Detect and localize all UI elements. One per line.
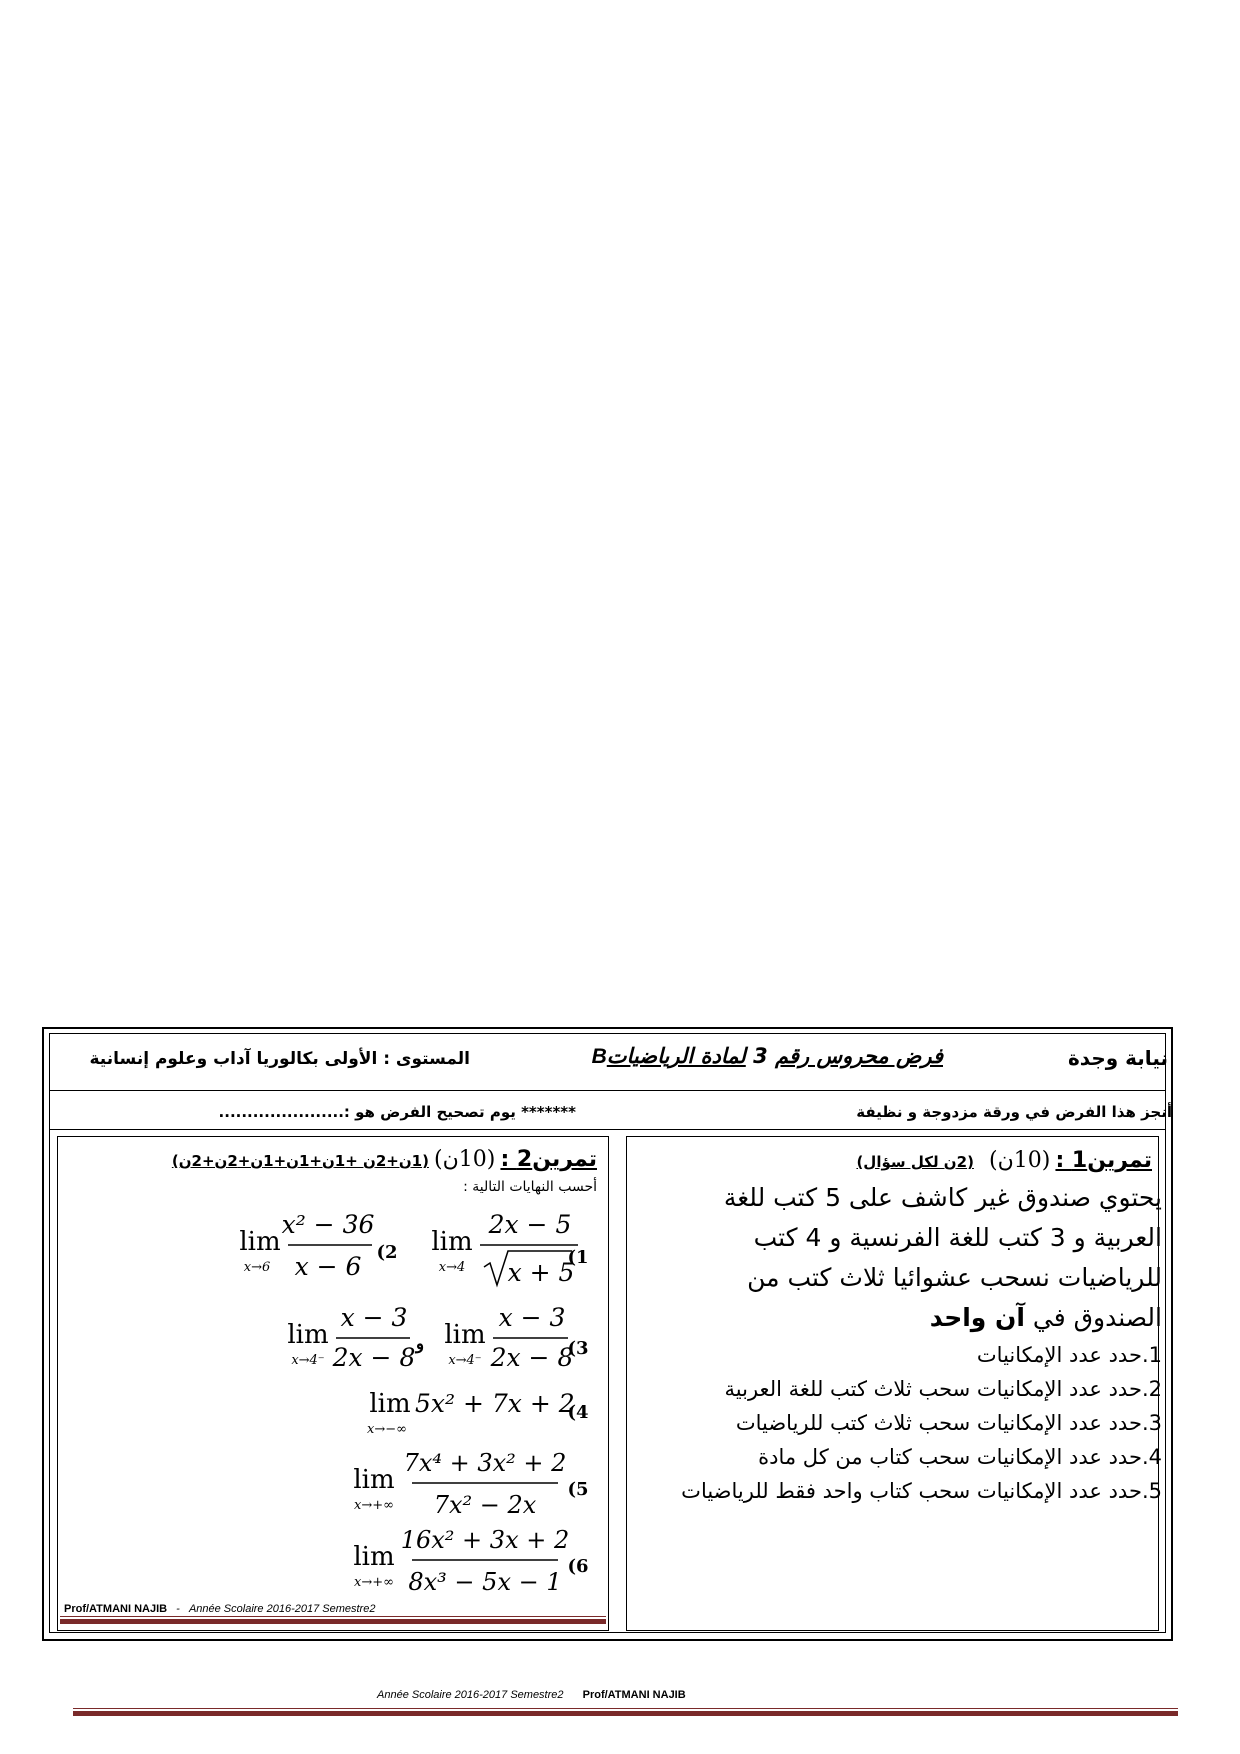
exercise1-heading: [856, 1148, 1152, 1173]
inner-footer-rule: [60, 1616, 606, 1617]
inner-footer-sep: -: [176, 1603, 180, 1615]
exercise1-points: (10ن): [989, 1148, 1051, 1173]
header-directorate: نيابة وجدة: [1068, 1046, 1168, 1070]
page-footer-prof: Prof/ATMANI NAJIB: [582, 1689, 686, 1701]
page-footer: [377, 1683, 686, 1702]
title-part: فرض محروس رقم: [775, 1044, 943, 1068]
question-text: حدد عدد الإمكانيات سحب كتاب من كل مادة: [758, 1445, 1142, 1469]
lim-3b-sub: x→4⁻: [448, 1353, 482, 1368]
lim-1-sub: x→4: [438, 1260, 466, 1275]
and-word: و: [415, 1334, 425, 1354]
lim-5-den: 7x² − 2x: [433, 1491, 537, 1519]
lim-6-num: 16x² + 3x + 2: [400, 1526, 570, 1554]
lim-5-sub: x→+∞: [354, 1498, 394, 1513]
header-level: المستوى : الأولى بكالوريا آداب وعلوم إنسانية: [89, 1049, 470, 1069]
question-text: حدد عدد الإمكانيات سحب ثلاث كتب للرياضيات: [735, 1411, 1142, 1435]
question-3: [667, 1406, 1162, 1440]
lim-3b: lim: [444, 1320, 486, 1350]
inner-footer: [64, 1597, 375, 1616]
title-letter: B: [591, 1045, 607, 1068]
lim-6-sub: x→+∞: [354, 1575, 394, 1590]
header-title: [548, 1044, 943, 1069]
exercise2-points: (10ن): [434, 1147, 496, 1172]
question-number: 5.: [1141, 1479, 1162, 1503]
inner-footer-year: Année Scolaire 2016-2017 Semestre2: [188, 1603, 376, 1615]
inner-footer-bar: [60, 1619, 606, 1624]
lim-3a-den: 2x − 8: [332, 1343, 416, 1372]
question-text: حدد عدد الإمكانيات: [976, 1343, 1142, 1367]
lim-1: lim: [431, 1227, 473, 1257]
inner-footer-prof: Prof/ATMANI NAJIB: [64, 1603, 168, 1615]
exercise2-title: تمرين2 :: [500, 1147, 597, 1172]
lim-5: lim: [353, 1465, 395, 1495]
label-5: (5: [567, 1479, 589, 1500]
exercise2-subtitle: أحسب النهايات التالية :: [463, 1179, 597, 1195]
label-2: (2: [376, 1242, 398, 1263]
page-footer-year: Année Scolaire 2016-2017 Semestre2: [377, 1689, 564, 1701]
question-number: 1.: [1141, 1343, 1162, 1367]
label-6: (6: [567, 1556, 589, 1577]
lim-4: lim: [369, 1389, 411, 1419]
question-5: [667, 1474, 1162, 1508]
lim-3a: lim: [287, 1320, 329, 1350]
lim-1-den: x + 5: [507, 1258, 575, 1287]
exercise2-heading: [172, 1147, 597, 1172]
lim-3a-sub: x→4⁻: [291, 1353, 325, 1368]
exercise2-points-detail: (1ن+2ن +1ن+1ن+1ن+2ن+2ن): [171, 1152, 429, 1170]
question-2: [667, 1372, 1162, 1406]
lim-6: lim: [353, 1542, 395, 1572]
question-1: [667, 1338, 1162, 1372]
lim-2: lim: [239, 1227, 281, 1257]
lim-2-sub: x→6: [243, 1260, 271, 1275]
label-3: (3: [567, 1338, 589, 1359]
limits-figure: [60, 1195, 605, 1605]
lim-3b-num: x − 3: [498, 1303, 566, 1332]
lim-3a-num: x − 3: [340, 1303, 408, 1332]
correction-date: ******* يوم تصحيح الفرض هو :......................: [218, 1103, 576, 1121]
page-footer-bar: [73, 1711, 1178, 1716]
lim-5-num: 7x⁴ + 3x² + 2: [403, 1449, 567, 1477]
header-divider-1: [49, 1090, 1166, 1091]
question-number: 2.: [1141, 1377, 1162, 1401]
lim-6-den: 8x³ − 5x − 1: [408, 1568, 562, 1596]
lim-3b-den: 2x − 8: [490, 1343, 574, 1372]
exercise1-points-detail: (2ن لكل سؤال): [856, 1153, 974, 1171]
label-4: (4: [567, 1402, 589, 1423]
exercise1-questions: [667, 1338, 1162, 1508]
page-footer-rule: [73, 1708, 1178, 1709]
lim-2-num: x² − 36: [281, 1210, 375, 1239]
question-number: 4.: [1141, 1445, 1162, 1469]
question-number: 3.: [1141, 1411, 1162, 1435]
statement-text: يحتوي صندوق غير كاشف على 5 كتب للغة العربية و 3 كتب للغة الفرنسية و 4 كتب للرياضيات نسحب عشوائيا ثلاث كتب من الصندوق في آن واحد: [723, 1183, 1162, 1332]
exercise1-title: تمرين1 :: [1055, 1148, 1152, 1173]
instruction-text: أنجز هذا الفرض في ورقة مزدوجة و نظيفة: [856, 1103, 1172, 1121]
header-divider-2: [49, 1129, 1166, 1130]
lim-1-num: 2x − 5: [488, 1210, 572, 1239]
question-4: [667, 1440, 1162, 1474]
lim-4-expr: 5x² + 7x + 2: [415, 1389, 575, 1418]
title-rest: لمادة الرياضيات: [606, 1044, 746, 1068]
question-text: حدد عدد الإمكانيات سحب ثلاث كتب للغة العربية: [724, 1377, 1142, 1401]
exercise1-statement: [692, 1178, 1162, 1338]
statement-bold: آن واحد: [929, 1303, 1025, 1332]
lim-4-sub: x→−∞: [367, 1422, 407, 1437]
lim-2-den: x − 6: [294, 1252, 362, 1281]
question-text: حدد عدد الإمكانيات سحب كتاب واحد فقط للرياضيات: [681, 1479, 1142, 1503]
label-1: (1: [567, 1247, 589, 1268]
title-num: 3: [753, 1044, 768, 1068]
